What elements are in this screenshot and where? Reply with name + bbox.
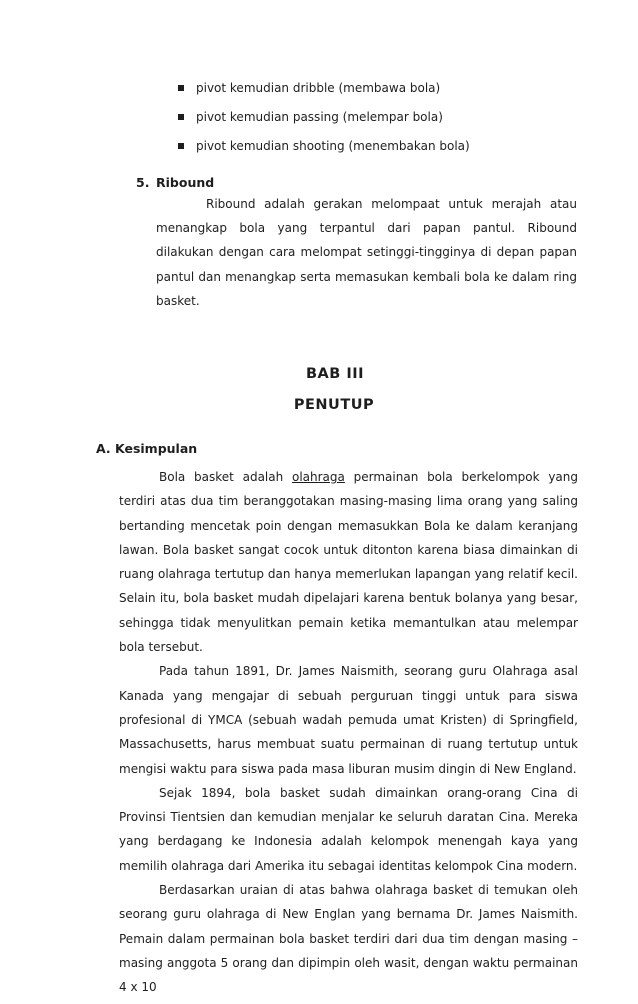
chapter-label: BAB III: [305, 366, 365, 382]
olahraga-link[interactable]: olahraga: [291, 470, 345, 484]
list-item-text: pivot kemudian passing (melempar bola): [196, 110, 443, 124]
paragraph: Sejak 1894, bola basket sudah dimainkan orang-orang Cina di Provinsi Tientsien dan kemudian menjalar ke seluruh daratan Cina. Mereka yang berdagang ke Indonesia adalah kelompok menengah kaya yang memilih olahraga dari Amerika itu sebagai identitas kelompok Cina modern.: [119, 785, 578, 873]
list-item: [178, 103, 598, 132]
paragraph-text: permainan bola berkelompok yang terdiri atas dua tim beranggotakan masing-masing lima orang yang saling bertanding mencetak poin dengan memasukkan Bola ke dalam keranjang lawan. Bola basket sangat cocok untuk ditonton karena biasa dimainkan di ruang olahraga tertutup dan hanya memerlukan lapangan yang relatif kecil. Selain itu, bola basket mudah dipelajari karena bentuk bolanya yang besar, sehingga tidak menyulitkan pemain ketika memantulkan atau melempar bola tersebut.: [119, 470, 579, 655]
bullet-list: [178, 74, 598, 161]
chapter-title: PENUTUP: [293, 397, 375, 413]
section-body: Ribound adalah gerakan melompaat untuk merajah atau menangkap bola yang terpantul dari papan pantul. Ribound dilakukan dengan cara melompat setinggi-tingginya di depan papan pantul dan menangkap serta memasukan kembali bola ke dalam ring basket.: [156, 197, 577, 308]
paragraph: [119, 465, 578, 659]
conclusion-content: [119, 465, 578, 1000]
paragraph-text: Bola basket adalah: [159, 470, 292, 484]
section-number: 5.: [136, 175, 150, 190]
square-bullet-icon: [178, 85, 184, 91]
section-title: Ribound: [156, 175, 215, 190]
square-bullet-icon: [178, 114, 184, 120]
subsection-heading: A. Kesimpulan: [96, 441, 198, 456]
list-item-text: pivot kemudian shooting (menembakan bola): [196, 139, 470, 153]
list-item-text: pivot kemudian dribble (membawa bola): [196, 81, 441, 95]
list-item: [178, 132, 598, 161]
section-ribound: [136, 170, 580, 313]
square-bullet-icon: [178, 143, 184, 149]
paragraph: Pada tahun 1891, Dr. James Naismith, seorang guru Olahraga asal Kanada yang mengajar di sebuah perguruan tinggi untuk para siswa profesional di YMCA (sebuah wadah pemuda umat Kristen) di Springfield, Massachusetts, harus membuat suatu permainan di ruang tertutup untuk mengisi waktu para siswa pada masa liburan musim dingin di New England.: [119, 664, 578, 776]
paragraph: Berdasarkan uraian di atas bahwa olahraga basket di temukan oleh seorang guru olahraga di New Englan yang bernama Dr. James Naismith. Pemain dalam permainan bola basket terdiri dari dua tim dengan masing – masing anggota 5 orang dan dipimpin oleh wasit, dengan waktu permainan 4 x 10: [119, 883, 578, 995]
list-item: [178, 74, 598, 103]
